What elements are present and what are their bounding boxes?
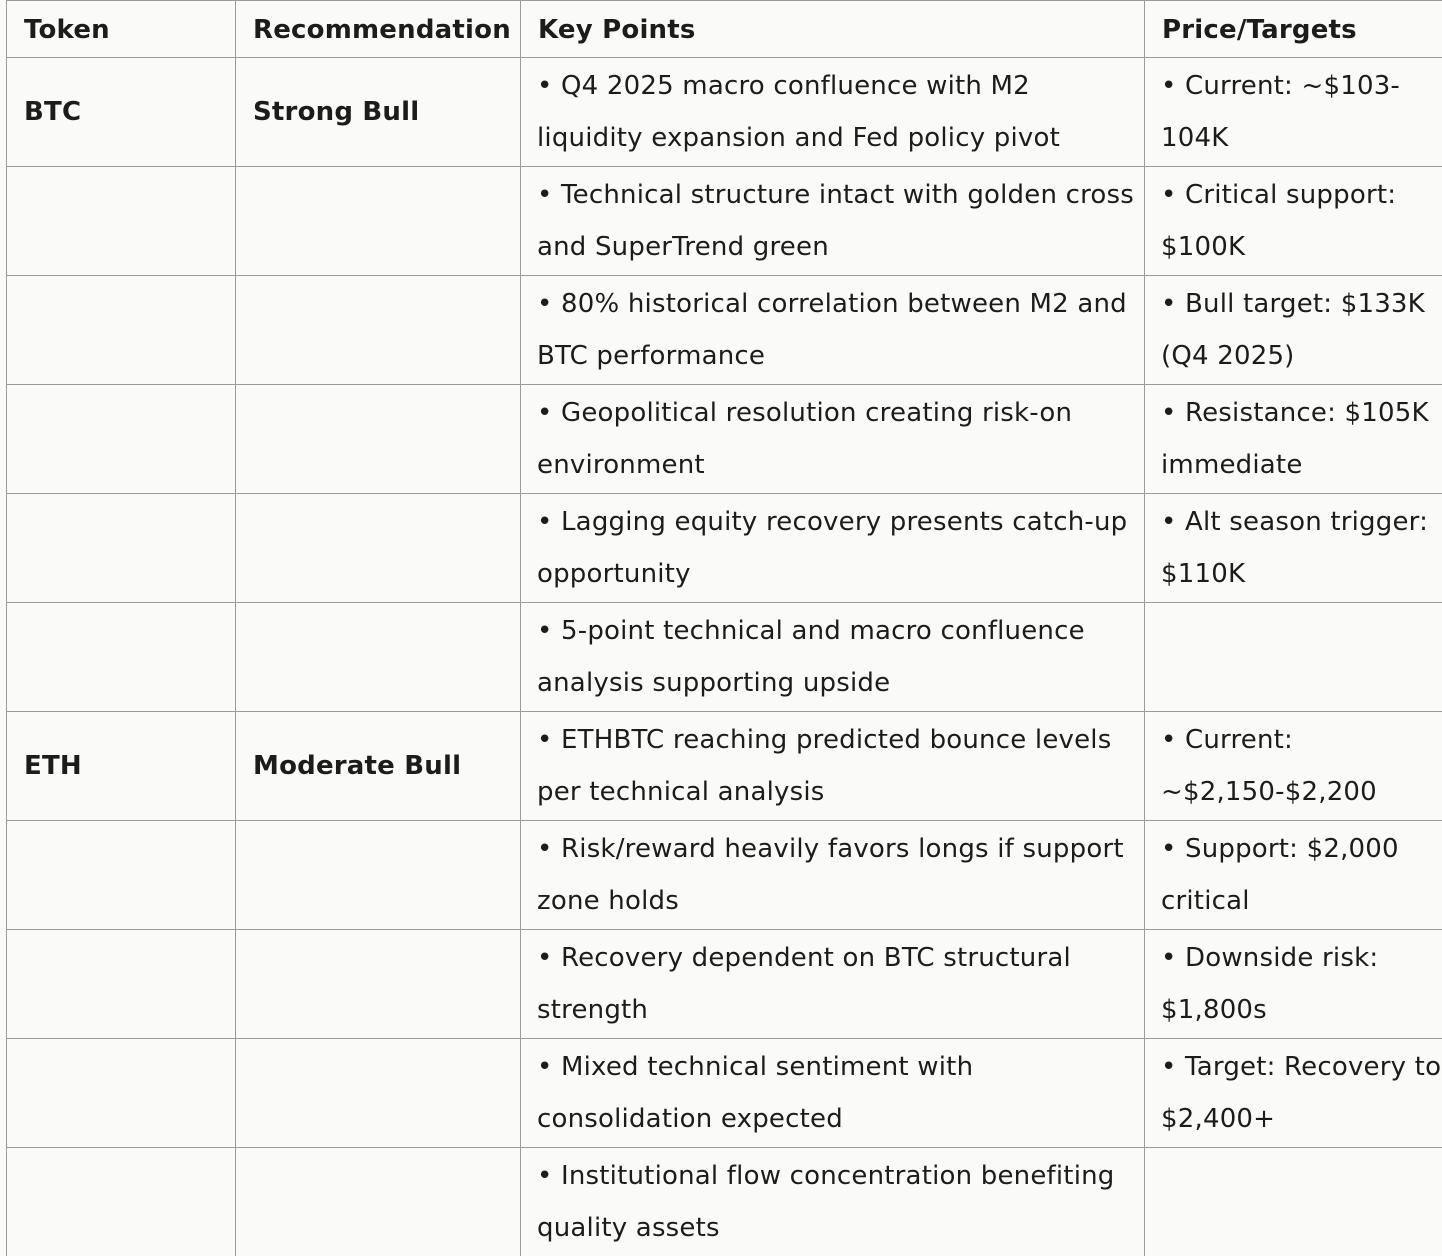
token-recommendation-table <box>6 0 1442 1256</box>
table-row <box>7 58 1442 167</box>
recommendation-cell: Moderate Bull <box>236 712 521 821</box>
recommendation-cell <box>236 821 521 930</box>
price-target-cell <box>1145 1148 1442 1256</box>
recommendation-cell <box>236 385 521 494</box>
token-cell <box>7 821 236 930</box>
price-target-cell: • Downside risk: $1,800s <box>1145 930 1442 1039</box>
token-cell: ETH <box>7 712 236 821</box>
price-target-cell: • Current: ~$103-104K <box>1145 58 1442 167</box>
recommendation-cell <box>236 276 521 385</box>
token-cell <box>7 167 236 276</box>
key-point-cell: • Lagging equity recovery presents catch-up opportunity <box>521 494 1145 603</box>
token-cell: BTC <box>7 58 236 167</box>
token-cell <box>7 494 236 603</box>
table-row <box>7 712 1442 821</box>
key-point-cell: • Geopolitical resolution creating risk-on environment <box>521 385 1145 494</box>
table-header-row <box>7 1 1442 58</box>
recommendation-cell <box>236 603 521 712</box>
key-point-cell: • Technical structure intact with golden cross and SuperTrend green <box>521 167 1145 276</box>
token-cell <box>7 603 236 712</box>
recommendation-cell <box>236 930 521 1039</box>
key-point-cell: • Recovery dependent on BTC structural strength <box>521 930 1145 1039</box>
header-key-points: Key Points <box>521 1 1145 58</box>
token-cell <box>7 276 236 385</box>
price-target-cell: • Bull target: $133K (Q4 2025) <box>1145 276 1442 385</box>
recommendation-cell: Strong Bull <box>236 58 521 167</box>
recommendation-cell <box>236 167 521 276</box>
table-row <box>7 821 1442 930</box>
header-token: Token <box>7 1 236 58</box>
key-point-cell: • ETHBTC reaching predicted bounce levels per technical analysis <box>521 712 1145 821</box>
key-point-cell: • Institutional flow concentration benefiting quality assets <box>521 1148 1145 1256</box>
header-price-targets: Price/Targets <box>1145 1 1442 58</box>
table-row <box>7 930 1442 1039</box>
token-cell <box>7 1148 236 1256</box>
price-target-cell <box>1145 603 1442 712</box>
price-target-cell: • Support: $2,000 critical <box>1145 821 1442 930</box>
token-cell <box>7 930 236 1039</box>
table-container <box>6 0 1442 1256</box>
table-row <box>7 494 1442 603</box>
table-row <box>7 385 1442 494</box>
recommendation-cell <box>236 1148 521 1256</box>
recommendation-cell <box>236 1039 521 1148</box>
table-row <box>7 1039 1442 1148</box>
recommendation-cell <box>236 494 521 603</box>
key-point-cell: • Mixed technical sentiment with consolidation expected <box>521 1039 1145 1148</box>
token-cell <box>7 385 236 494</box>
key-point-cell: • 5-point technical and macro confluence analysis supporting upside <box>521 603 1145 712</box>
price-target-cell: • Target: Recovery to $2,400+ <box>1145 1039 1442 1148</box>
key-point-cell: • 80% historical correlation between M2 and BTC performance <box>521 276 1145 385</box>
price-target-cell: • Alt season trigger: $110K <box>1145 494 1442 603</box>
header-recommendation: Recommendation <box>236 1 521 58</box>
table-row <box>7 603 1442 712</box>
table-row <box>7 276 1442 385</box>
key-point-cell: • Risk/reward heavily favors longs if support zone holds <box>521 821 1145 930</box>
price-target-cell: • Resistance: $105K immediate <box>1145 385 1442 494</box>
price-target-cell: • Current: ~$2,150-$2,200 <box>1145 712 1442 821</box>
table-row <box>7 1148 1442 1256</box>
key-point-cell: • Q4 2025 macro confluence with M2 liquidity expansion and Fed policy pivot <box>521 58 1145 167</box>
table-row <box>7 167 1442 276</box>
token-cell <box>7 1039 236 1148</box>
price-target-cell: • Critical support: $100K <box>1145 167 1442 276</box>
